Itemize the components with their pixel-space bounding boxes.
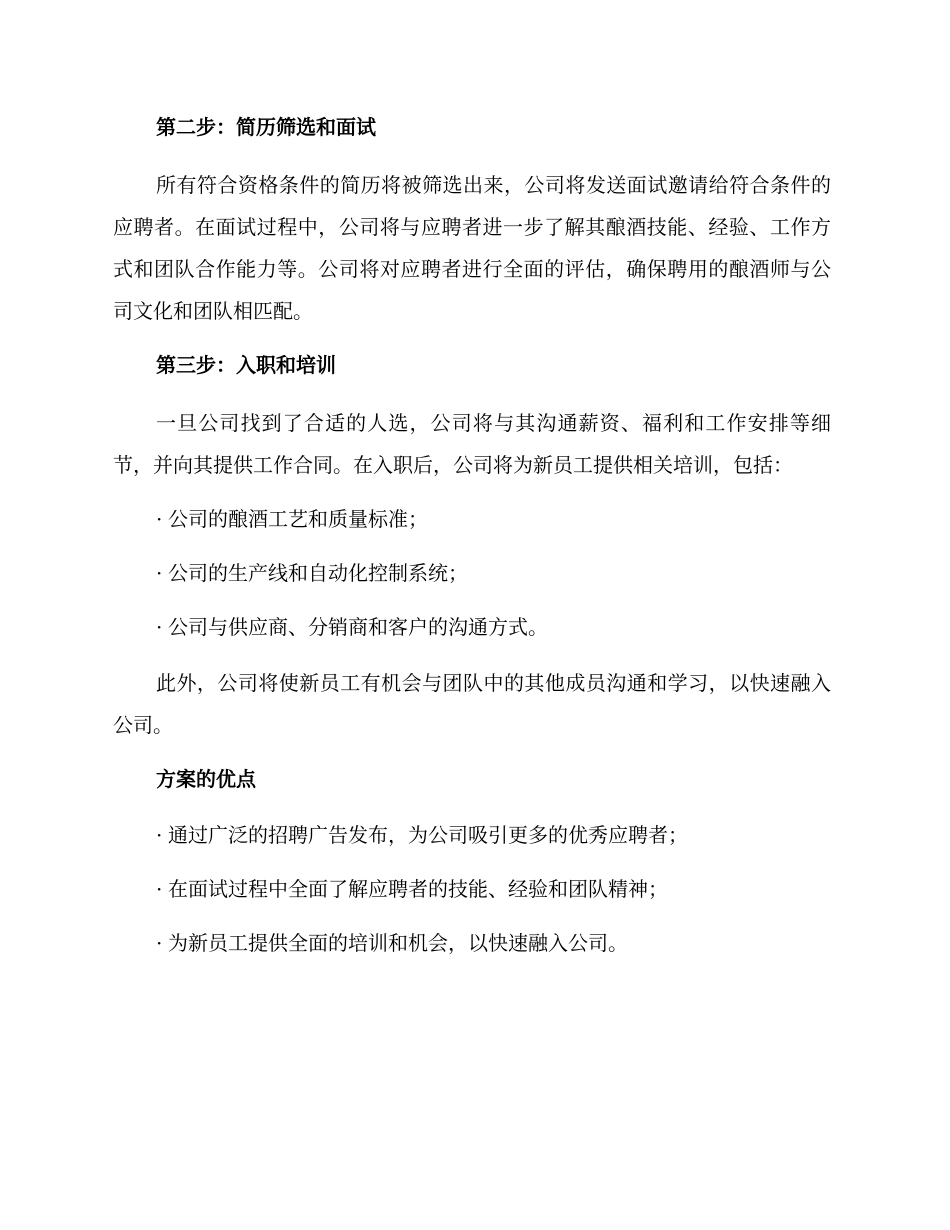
bullet-marker: · [156, 877, 163, 901]
list-item [113, 500, 831, 538]
bullet-marker: · [156, 561, 163, 585]
paragraph-closing: 此外，公司将使新员工有机会与团队中的其他成员沟通和学习，以快速融入公司。 [113, 671, 831, 737]
list-item-text: 通过广泛的招聘广告发布，为公司吸引更多的优秀应聘者； [168, 823, 688, 847]
list-item-text: 在面试过程中全面了解应聘者的技能、经验和团队精神； [168, 877, 668, 901]
bullet-marker: · [156, 823, 163, 847]
section-heading-advantages: 方案的优点 [156, 767, 256, 791]
list-item [113, 870, 831, 908]
bullet-marker: · [156, 507, 163, 531]
bullet-marker: · [156, 931, 163, 955]
list-item [113, 924, 831, 962]
list-item-text: 公司与供应商、分销商和客户的沟通方式。 [168, 615, 548, 639]
section-heading-step2: 第二步：简历筛选和面试 [156, 115, 376, 139]
paragraph-step2: 所有符合资格条件的简历将被筛选出来，公司将发送面试邀请给符合条件的应聘者。在面试过程中，公司将与应聘者进一步了解其酿酒技能、经验、工作方式和团队合作能力等。公司将对应聘者进行全面的评估，确保聘用的酿酒师与公司文化和团队相匹配。 [113, 173, 831, 323]
bullet-marker: · [156, 615, 163, 639]
section-heading-step3: 第三步：入职和培训 [156, 353, 336, 377]
paragraph-step3: 一旦公司找到了合适的人选，公司将与其沟通薪资、福利和工作安排等细节，并向其提供工作合同。在入职后，公司将为新员工提供相关培训，包括： [113, 411, 831, 477]
list-item [113, 608, 831, 646]
list-item-text: 为新员工提供全面的培训和机会，以快速融入公司。 [168, 931, 628, 955]
list-item-text: 公司的酿酒工艺和质量标准； [168, 507, 428, 531]
document-body [113, 108, 831, 978]
list-item-text: 公司的生产线和自动化控制系统； [168, 561, 468, 585]
list-item [113, 554, 831, 592]
list-item [113, 816, 831, 854]
